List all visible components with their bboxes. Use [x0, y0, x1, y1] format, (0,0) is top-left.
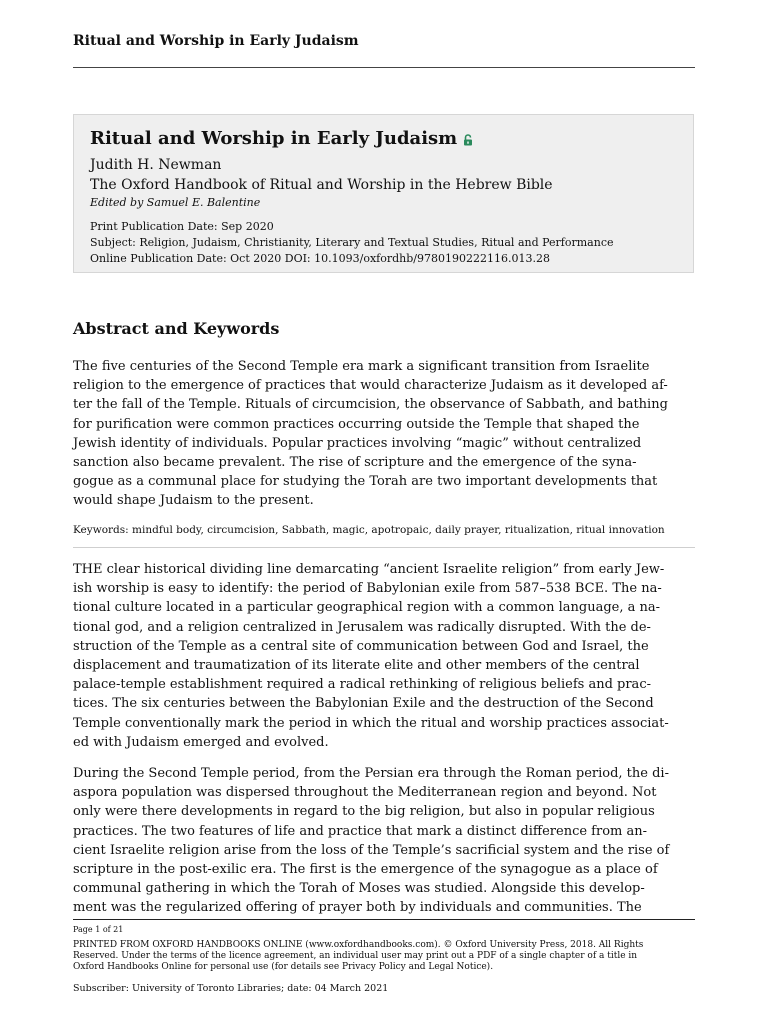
body-line: struction of the Temple as a central site of communication between God and Israel, the — [73, 638, 649, 654]
chapter-title: Ritual and Worship in Early Judaism — [90, 128, 458, 149]
abstract-line: The five centuries of the Second Temple era mark a significant transition from Israelite — [73, 359, 650, 374]
footer-rule — [73, 919, 695, 920]
notice-line: Oxford Handbooks Online for personal use (for details see Privacy Policy and Legal Notice). — [73, 962, 494, 972]
body-line: ish worship is easy to identify: the period of Babylonian exile from 587–538 BCE. The na- — [73, 581, 662, 597]
chapter-metadata-box — [73, 114, 694, 273]
body-line: cient Israelite religion arise from the loss of the Temple’s sacrificial system and the rise of — [73, 842, 670, 858]
header-rule — [73, 67, 695, 68]
section-divider — [73, 547, 695, 548]
keywords-line: Keywords: mindful body, circumcision, Sabbath, magic, apotropaic, daily prayer, ritualization, ritual innovation — [73, 524, 665, 536]
book-title: The Oxford Handbook of Ritual and Worship in the Hebrew Bible — [90, 177, 553, 193]
running-head: Ritual and Worship in Early Judaism — [73, 33, 359, 49]
body-line: During the Second Temple period, from the Persian era through the Roman period, the di- — [73, 766, 669, 781]
meta-spacer — [90, 211, 677, 219]
page-number: Page 1 of 21 — [73, 925, 124, 934]
body-line: ment was the regularized offering of prayer both by individuals and communities. The — [73, 900, 642, 916]
body-line: palace-temple establishment required a radical rethinking of religious beliefs and prac- — [73, 677, 651, 693]
abstract-heading: Abstract and Keywords — [73, 319, 280, 338]
body-line: communal gathering in which the Torah of Moses was studied. Alongside this develop- — [73, 881, 645, 897]
copyright-notice — [73, 940, 695, 973]
lock-open-icon — [463, 129, 473, 153]
body-line: practices. The two features of life and practice that mark a distinct difference from an- — [73, 823, 648, 839]
body-line: tices. The six centuries between the Babylonian Exile and the destruction of the Second — [73, 696, 654, 712]
body-line: aspora population was dispersed throughout the Mediterranean region and beyond. Not — [73, 785, 657, 801]
abstract-line: for purification were common practices occurring outside the Temple that shaped the — [73, 416, 640, 432]
chapter-title-row — [90, 127, 677, 153]
abstract-line: Jewish identity of individuals. Popular practices involving “magic” without centralized — [73, 435, 642, 451]
body-line: tional culture located in a particular geographical region with a common language, a na- — [73, 600, 660, 616]
body-line: displacement and traumatization of its literate elite and other members of the central — [73, 658, 640, 674]
body-line: THE clear historical dividing line demarcating “ancient Israelite religion” from early Jew- — [73, 562, 665, 577]
body-paragraph-2 — [73, 764, 695, 918]
notice-line: Reserved. Under the terms of the licence agreement, an individual user may print out a PDF of a single chapter of a title in — [73, 951, 638, 961]
body-paragraph-1 — [73, 560, 695, 752]
author-name: Judith H. Newman — [90, 157, 222, 173]
body-line: ed with Judaism emerged and evolved. — [73, 734, 329, 750]
subject-line: Subject: Religion, Judaism, Christianity, Literary and Textual Studies, Ritual and Performance — [90, 236, 614, 249]
online-publication-doi: Online Publication Date: Oct 2020 DOI: 10.1093/oxfordhb/9780190222116.013.28 — [90, 252, 550, 265]
subscriber-line: Subscriber: University of Toronto Libraries; date: 04 March 2021 — [73, 983, 389, 994]
abstract-line: religion to the emergence of practices that would characterize Judaism as it developed af- — [73, 378, 668, 394]
abstract-line: sanction also became prevalent. The rise of scripture and the emergence of the syna- — [73, 455, 637, 471]
notice-line: PRINTED FROM OXFORD HANDBOOKS ONLINE (www.oxfordhandbooks.com). © Oxford University Press, 2018. All Rights — [73, 940, 644, 950]
body-line: only were there developments in regard to the big religion, but also in popular religious — [73, 804, 655, 820]
body-line: Temple conventionally mark the period in which the ritual and worship practices associat- — [73, 715, 669, 731]
abstract-line: would shape Judaism to the present. — [73, 493, 314, 509]
abstract-paragraph — [73, 357, 695, 511]
abstract-line: gogue as a communal place for studying the Torah are two important developments that — [73, 474, 658, 490]
abstract-line: ter the fall of the Temple. Rituals of circumcision, the observance of Sabbath, and bathing — [73, 397, 668, 413]
body-line: scripture in the post-exilic era. The first is the emergence of the synagogue as a place of — [73, 862, 658, 878]
print-publication-date: Print Publication Date: Sep 2020 — [90, 220, 274, 233]
body-line: tional god, and a religion centralized in Jerusalem was radically disrupted. With the de- — [73, 619, 651, 635]
editor-line: Edited by Samuel E. Balentine — [90, 196, 261, 209]
